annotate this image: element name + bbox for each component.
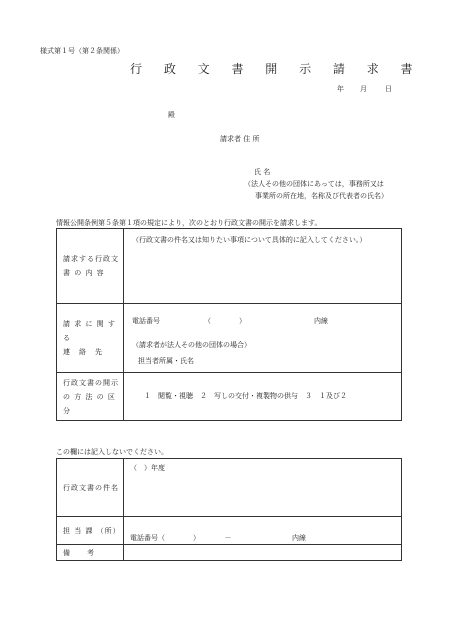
dept-label: 担 当 課 （所） <box>63 526 121 535</box>
date-day-label: 日 <box>385 85 392 93</box>
remarks-cell[interactable] <box>124 545 402 561</box>
method-options-cell[interactable] <box>124 373 402 421</box>
dept-label-cell <box>57 517 124 545</box>
doc-name-label: 行政文書の件名 <box>63 483 119 492</box>
method-label-line1: 行政文書の開示 <box>63 378 119 387</box>
requester-org-note-2: 事業所の所在地，名称及び代表者の氏名） <box>255 192 388 200</box>
requester-address-label: 請求者 住 所 <box>220 135 260 143</box>
contact-label-cell <box>57 304 124 373</box>
remarks-label-cell <box>57 545 124 561</box>
request-table <box>56 228 402 421</box>
doc-name-cell[interactable] <box>124 459 402 517</box>
phone-area-paren[interactable]: （ ） <box>204 317 246 325</box>
content-label-line1: 請求する行政文 <box>63 255 119 263</box>
page-title: 行 政 文 書 開 示 請 求 書 <box>130 62 422 76</box>
dept-cell[interactable] <box>124 517 402 545</box>
org-case-note: （請求者が法人その他の団体の場合） <box>132 341 251 349</box>
doc-name-label-cell <box>57 459 124 517</box>
form-number: 様式第１号（第２条関係） <box>40 47 124 55</box>
extension-label: 内線 <box>314 317 328 325</box>
office-use-note: この欄には記入しないでください。 <box>56 448 168 456</box>
content-hint: （行政文書の件名又は知りたい事項について具体的に記入してください。） <box>132 236 367 244</box>
content-label-cell <box>57 229 124 304</box>
request-intro: 情報公開条例第５条第１項の規定により，次のとおり行政文書の開示を請求します。 <box>56 219 322 227</box>
remarks-label: 備 考 <box>63 548 95 557</box>
content-label-line2: 書 の 内 容 <box>63 269 105 277</box>
date-month-label: 月 <box>360 85 367 93</box>
contact-input-cell[interactable] <box>124 304 402 373</box>
date-year-label: 年 <box>337 85 344 93</box>
addressee-suffix: 殿 <box>168 111 175 119</box>
fiscal-year-field[interactable]: （ ）年度 <box>130 464 165 472</box>
content-input-cell[interactable] <box>124 229 402 304</box>
requester-org-note-1: （法人その他の団体にあっては，事務所又は <box>244 180 384 188</box>
requester-name-label: 氏 名 <box>254 168 271 176</box>
method-options[interactable]: １ 閲覧・視聴 ２ 写しの交付・複製物の供与 ３ １及び２ <box>144 392 347 400</box>
contact-label-line2: 連 絡 先 <box>63 348 103 356</box>
contact-label-line1: 請 求 に 関 す る <box>63 320 116 342</box>
method-label-cell <box>57 373 124 421</box>
dept-extension-label: 内線 <box>292 534 306 542</box>
phone-label: 電話番号 <box>132 317 160 325</box>
dept-phone-line[interactable]: 電話番号（ ） － <box>130 534 232 542</box>
method-label-line2: の 方 法 の 区 分 <box>63 392 116 415</box>
person-in-charge-label: 担当者所属・氏名 <box>138 357 194 365</box>
office-use-table <box>56 458 402 561</box>
